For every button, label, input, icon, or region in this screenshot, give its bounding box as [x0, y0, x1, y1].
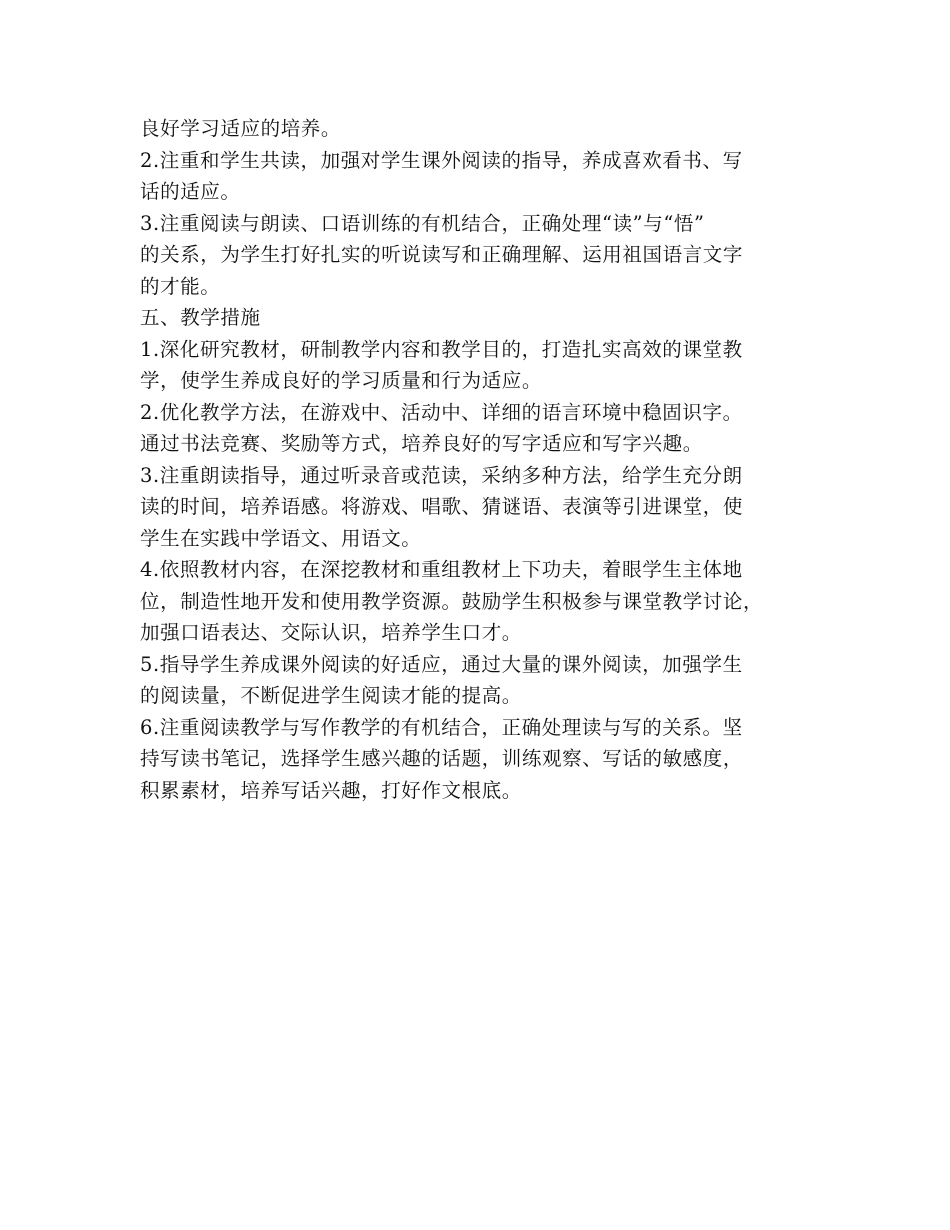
text-line: 的阅读量，不断促进学生阅读才能的提高。 — [140, 684, 522, 707]
text-line: 6.注重阅读教学与写作教学的有机结合，正确处理读与写的关系。坚 — [140, 715, 743, 739]
text-line: 学生在实践中学语文、用语文。 — [140, 526, 422, 550]
text-line: 3.注重朗读指导，通过听录音或范读，采纳多种方法，给学生充分朗 — [140, 463, 743, 487]
text-line: 2.注重和学生共读，加强对学生课外阅读的指导，养成喜欢看书、写 — [140, 148, 743, 172]
text-line: 加强口语表达、交际认识，培养学生口才。 — [140, 621, 522, 644]
text-line: 积累素材，培养写话兴趣，打好作文根底。 — [140, 778, 522, 802]
text-line: 1.深化研究教材，研制教学内容和教学目的，打造扎实高效的课堂教 — [140, 337, 743, 361]
text-line: 话的适应。 — [140, 180, 241, 203]
text-line: 5.指导学生养成课外阅读的好适应，通过大量的课外阅读，加强学生 — [140, 652, 743, 676]
text-line: 4.依照教材内容，在深挖教材和重组教材上下功夫，着眼学生主体地 — [140, 558, 743, 581]
text-line: 读的时间，培养语感。将游戏、唱歌、猜谜语、表演等引进课堂，使 — [140, 495, 744, 518]
text-line: 3.注重阅读与朗读、口语训练的有机结合，正确处理“读”与“悟” — [140, 211, 705, 235]
text-line: 2.优化教学方法，在游戏中、活动中、详细的语言环境中稳固识字。 — [140, 400, 743, 424]
section-heading: 五、教学措施 — [140, 306, 261, 329]
text-line: 良好学习适应的培养。 — [140, 117, 342, 140]
text-line: 持写读书笔记，选择学生感兴趣的话题，训练观察、写话的敏感度， — [140, 747, 744, 770]
text-line: 的关系，为学生打好扎实的听说读写和正确理解、运用祖国语言文字 — [140, 243, 744, 266]
text-line: 通过书法竞赛、奖励等方式，培养良好的写字适应和写字兴趣。 — [140, 432, 703, 455]
text-line: 的才能。 — [140, 274, 221, 298]
text-line: 学，使学生养成良好的学习质量和行为适应。 — [140, 369, 543, 392]
document-body — [140, 113, 830, 806]
text-line: 位，制造性地开发和使用教学资源。鼓励学生积极参与课堂教学讨论， — [140, 589, 764, 613]
